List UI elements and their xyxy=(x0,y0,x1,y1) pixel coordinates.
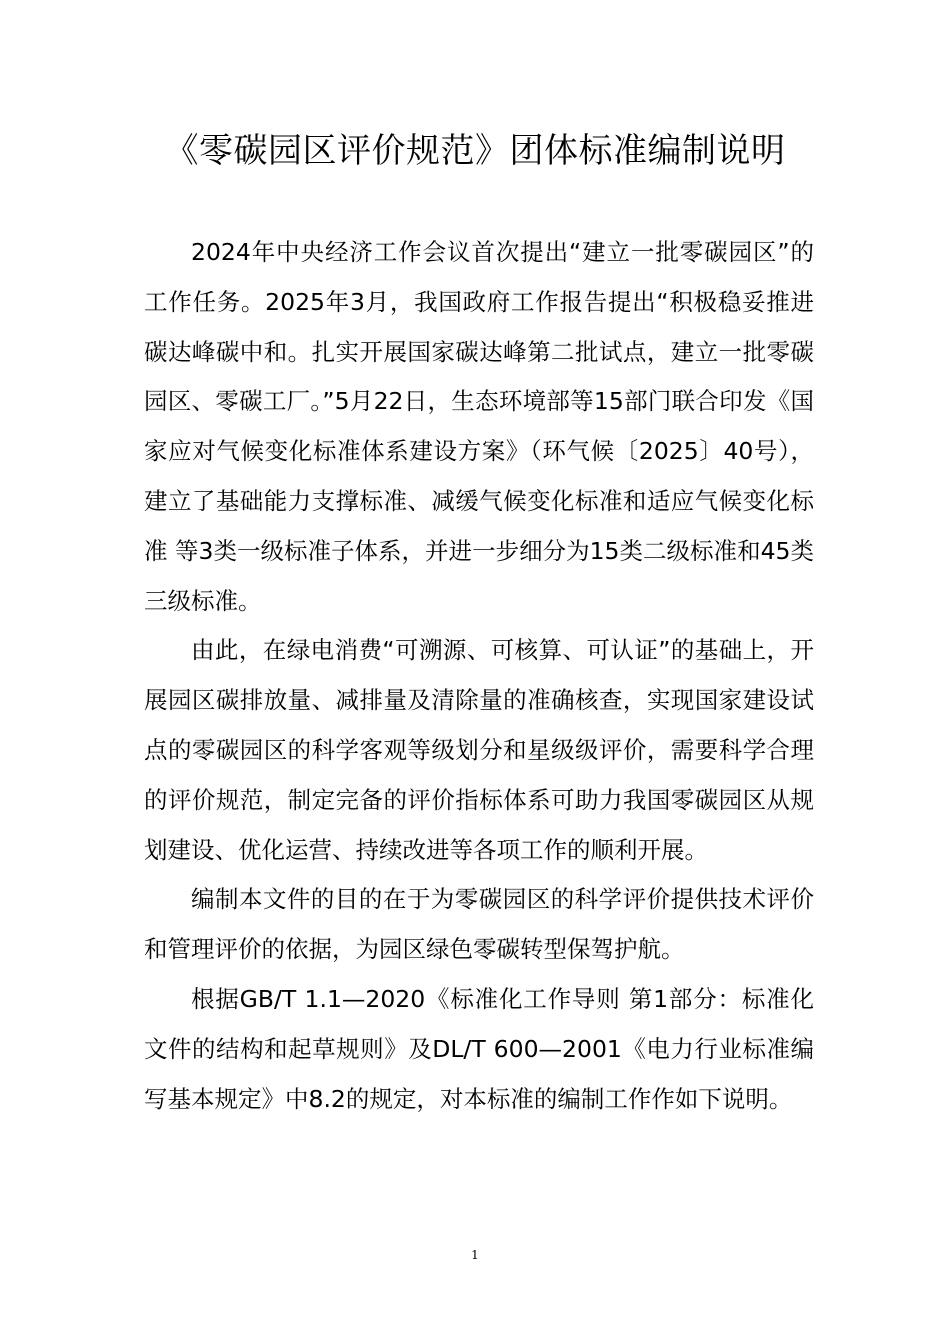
page-title: 《零碳园区评价规范》团体标准编制说明 xyxy=(164,131,786,171)
page-number: 1 xyxy=(471,1248,479,1262)
paragraph-necessity: 由此，在绿电消费“可溯源、可核算、可认证”的基础上，开展园区碳排放量、减排量及清除量的准确核查，实现国家建设试点的零碳园区的科学客观等级划分和星级级评价，需要科学合理的评价规范，制定完备的评价指标体系可助力我国零碳园区从规划建设、优化运营、持续改进等各项工作的顺利开展。 xyxy=(144,636,814,864)
paragraph-basis: 根据GB/T 1.1—2020《标准化工作导则 第1部分：标准化文件的结构和起草规则》及DL/T 600—2001《电力行业标准编写基本规定》中8.2的规定，对本标准的编制工作作如下说明。 xyxy=(144,984,814,1113)
paragraph-background: 2024年中央经济工作会议首次提出“建立一批零碳园区”的工作任务。2025年3月，我国政府工作报告提出“积极稳妥推进碳达峰碳中和。扎实开展国家碳达峰第二批试点，建立一批零碳园区、零碳工厂。”5月22日，生态环境部等15部门联合印发《国家应对气候变化标准体系建设方案》（环气候〔2025〕40号），建立了基础能力支撑标准、减缓气候变化标准和适应气候变化标准 等3类一级标准子体系，并进一步细分为15类二级标准和45类三级标准。 xyxy=(144,238,814,615)
document-body xyxy=(144,228,814,1124)
paragraph-purpose: 编制本文件的目的在于为零碳园区的科学评价提供技术评价和管理评价的依据，为园区绿色零碳转型保驾护航。 xyxy=(144,885,814,964)
